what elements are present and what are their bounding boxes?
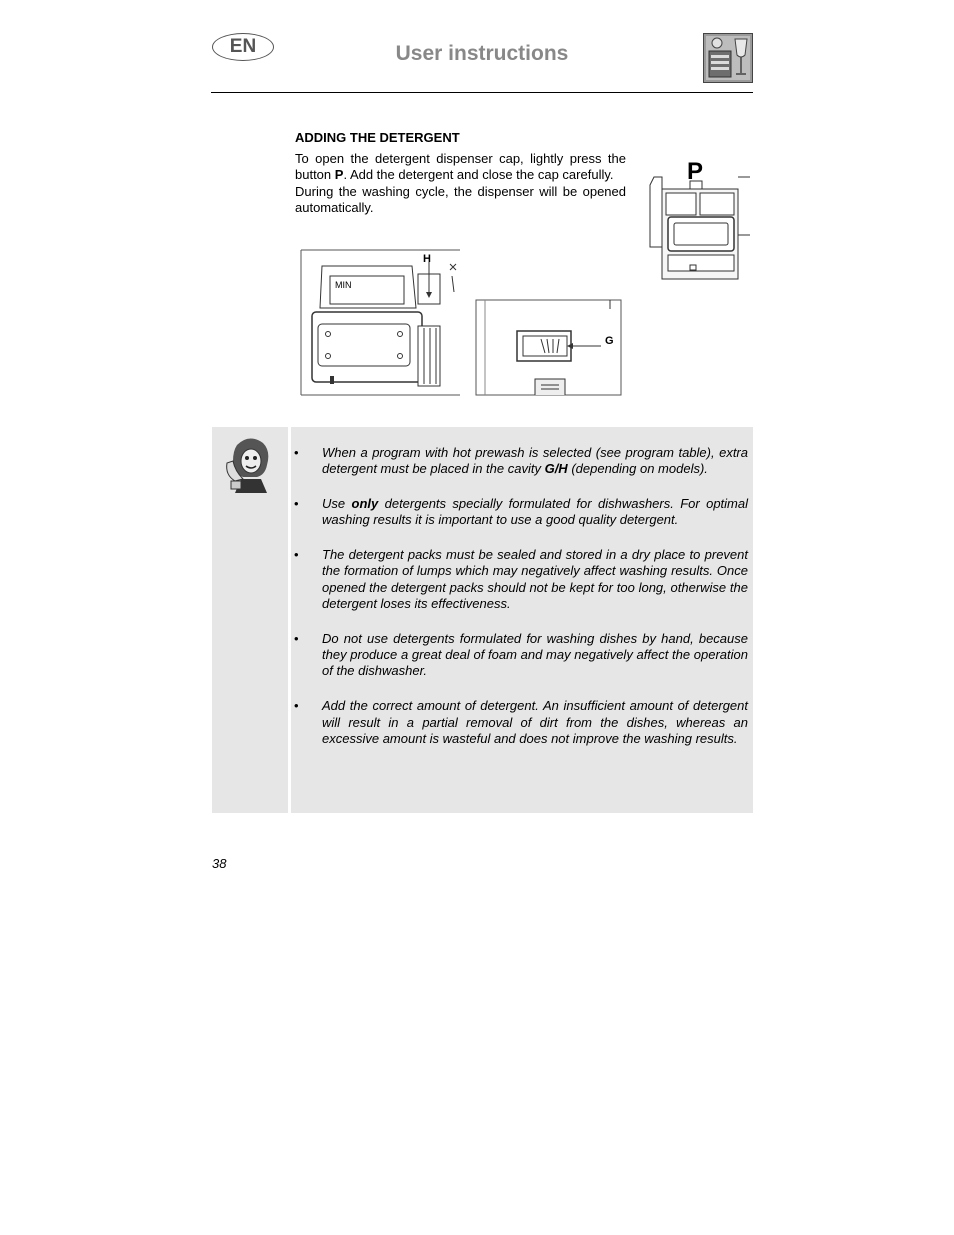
note-item: • The detergent packs must be sealed and stored in a dry place to prevent the formation of lumps which may negatively affect washing results. Once opened the detergent packs should not be kept for too long, otherwise the detergent loses its effectiveness. [294, 547, 748, 612]
notes-list [292, 445, 748, 766]
page-title: User instructions [395, 42, 569, 65]
language-badge [212, 33, 274, 61]
fig-h-label: H [423, 253, 431, 265]
section-heading: ADDING THE DETERGENT [295, 130, 460, 145]
button-p-label: P [334, 167, 344, 183]
fig-h-min-label: MIN [335, 280, 352, 290]
page-number: 38 [212, 856, 227, 871]
note-item: • Add the correct amount of detergent. An insufficient amount of detergent will result in a partial removal of dirt from the dishes, whereas an excessive amount is wasteful and does not improve the washing results. [294, 698, 748, 746]
bullet: • [294, 496, 299, 512]
fig-p-label: P [687, 158, 704, 185]
dispenser-figure-g [475, 299, 622, 396]
mascot-icon [223, 435, 275, 493]
dispenser-figure-h [300, 248, 464, 396]
note-item: • Do not use detergents formulated for washing dishes by hand, because they produce a great deal of foam and may negatively affect the operation of the dishwasher. [294, 630, 748, 679]
bullet: • [294, 445, 299, 460]
intro-text [295, 151, 626, 216]
bullet: • [294, 698, 299, 714]
notes-icon-column [212, 427, 288, 813]
dispenser-figure-p [646, 155, 750, 280]
bullet: • [294, 630, 299, 646]
fig-g-label: G [605, 335, 614, 347]
intro-paragraph-2: During the washing cycle, the dispenser will be opened automatically. [295, 183, 626, 215]
note-item: • Use only detergents specially formulated for dishwashers. For optimal washing results it is important to use a good quality detergent. [294, 496, 749, 528]
language-label: EN [229, 36, 257, 57]
header-divider [211, 92, 753, 93]
notes-panel [212, 427, 753, 813]
note-item: • When a program with hot prewash is selected (see program table), extra detergent must be placed in the cavity G/H (depending on models). [294, 445, 748, 477]
dishwasher-icon [703, 33, 753, 83]
bullet: • [294, 547, 299, 563]
intro-paragraph-1: To open the detergent dispenser cap, lightly press the button P. Add the detergent and close the cap carefully. [295, 151, 626, 183]
